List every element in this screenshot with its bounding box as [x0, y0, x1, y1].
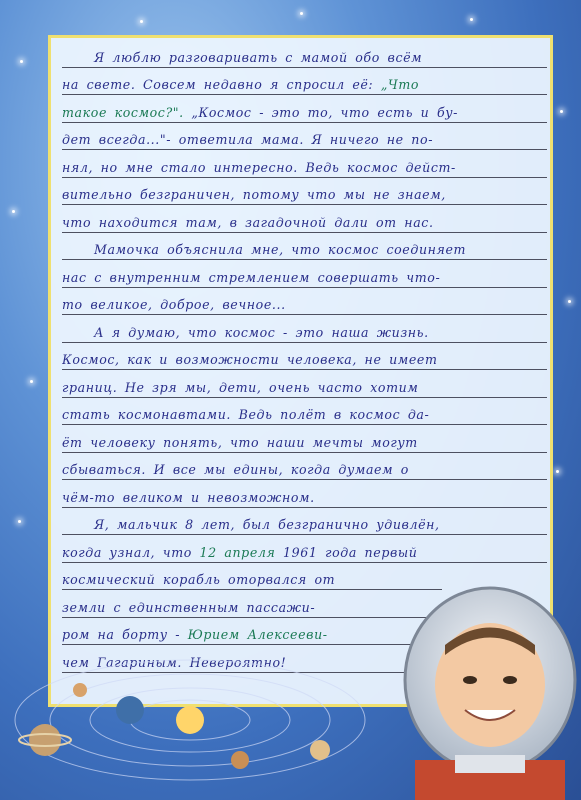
text-line: нял, но мне стало интересно. Ведь космос дейст- [62, 150, 547, 178]
text-line: на свете. Совсем недавно я спросил её: „Что [62, 68, 547, 96]
quote-highlight: „Что [380, 77, 420, 92]
text-line: космический корабль оторвался от [62, 563, 442, 591]
handwritten-letter [62, 40, 547, 673]
text-line: ёт человеку понять, что наши мечты могут [62, 425, 547, 453]
text-line: нас с внутренним стремлением совершать что- [62, 260, 547, 288]
text-line: то великое, доброе, вечное... [62, 288, 547, 316]
text-line: когда узнал, что 12 апреля 1961 года первый [62, 535, 547, 563]
text-line: Я, мальчик 8 лет, был безгранично удивлён, [62, 508, 547, 536]
text-line: сбываться. И все мы едины, когда думаем о [62, 453, 547, 481]
text-line: чём-то великом и невозможном. [62, 480, 547, 508]
text-line: дет всегда..."- ответила мама. Я ничего не по- [62, 123, 547, 151]
name-highlight: Юрием Алексееви- [187, 627, 328, 642]
text-line: земли с единственным пассажи- [62, 590, 432, 618]
date-highlight: 12 апреля [199, 544, 276, 560]
text-line: А я думаю, что космос - это наша жизнь. [62, 315, 547, 343]
text-line: что находится там, в загадочной дали от нас. [62, 205, 547, 233]
text-line: ром на борту - Юрием Алексееви- [62, 618, 422, 646]
text-line: границ. Не зря мы, дети, очень часто хотим [62, 370, 547, 398]
text-line: чем Гагариным. Невероятно! [62, 645, 417, 673]
text-line: такое космос?". „Космос - это то, что есть и бу- [62, 95, 547, 123]
text-line: Я люблю разговаривать с мамой обо всём [62, 40, 547, 68]
text-line: вительно безграничен, потому что мы не знаем, [62, 178, 547, 206]
text-line: Космос, как и возможности человека, не имеет [62, 343, 547, 371]
text-line: Мамочка объяснила мне, что космос соединяет [62, 233, 547, 261]
astronaut-portrait [395, 585, 581, 800]
solar-system-illustration [0, 610, 380, 800]
text-line: стать космонавтами. Ведь полёт в космос да- [62, 398, 547, 426]
